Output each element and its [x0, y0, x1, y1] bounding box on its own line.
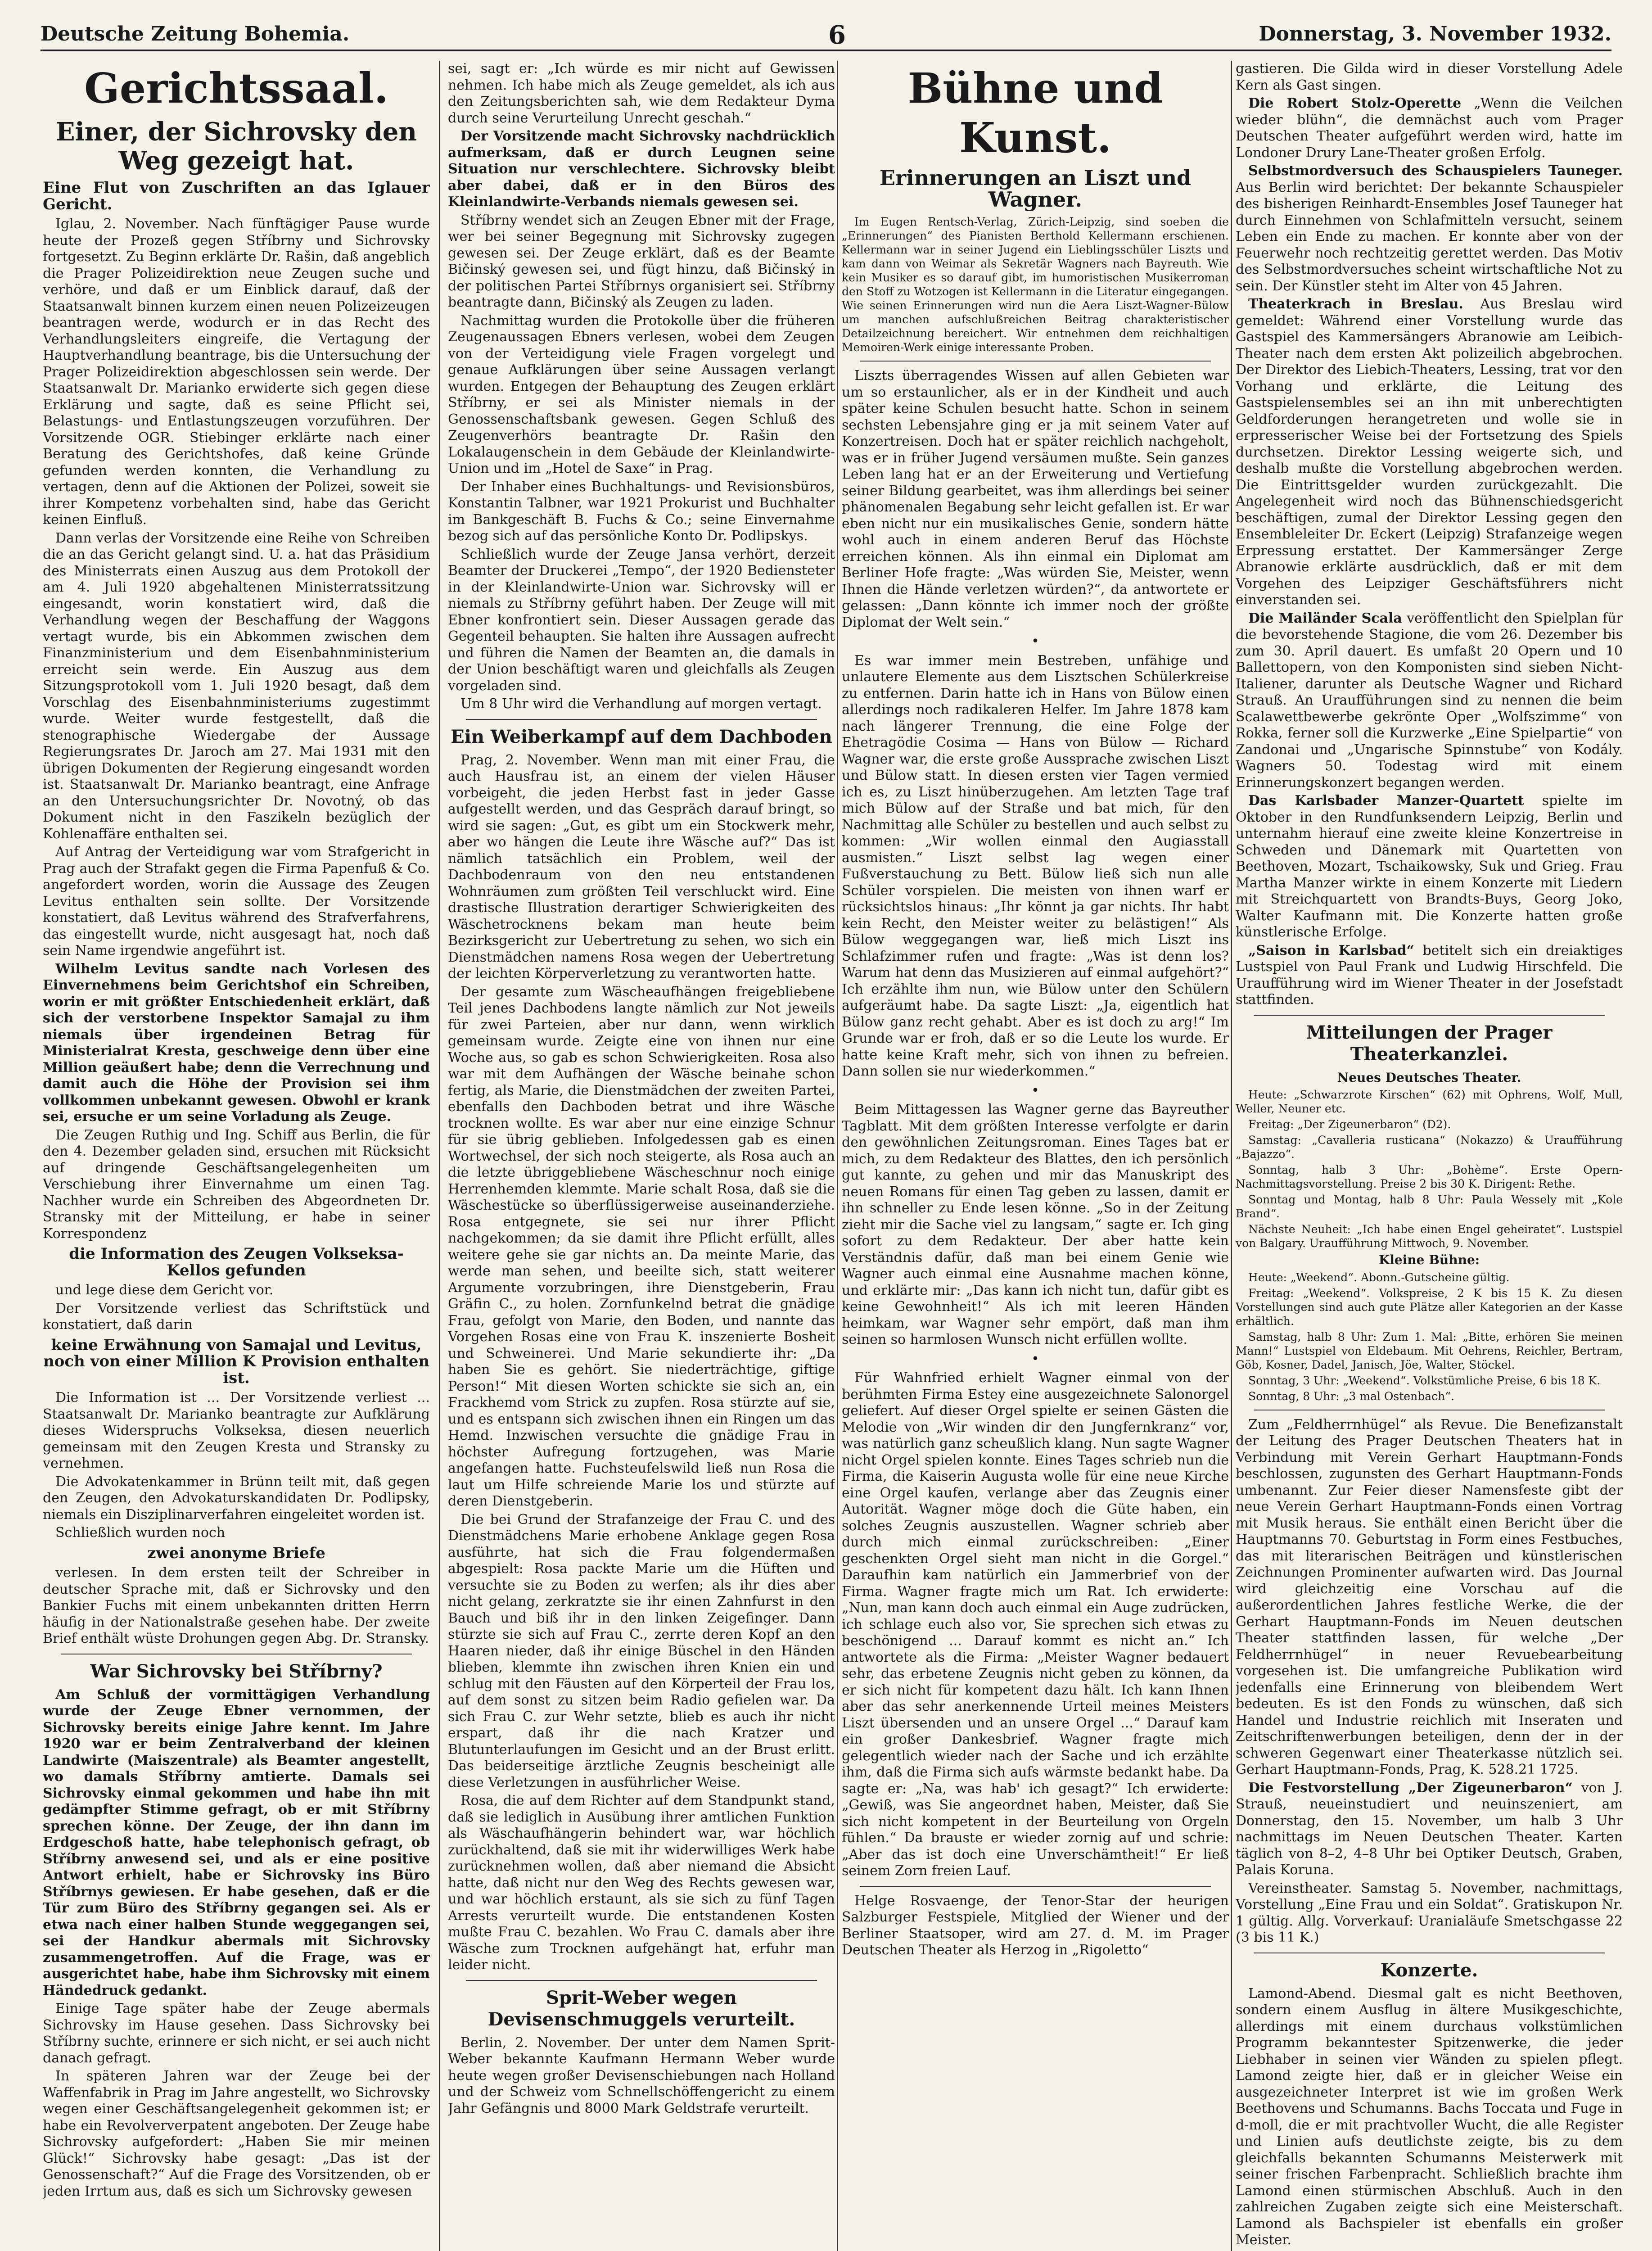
paragraph: Rosa, die auf dem Richter auf dem Standpunkt stand, daß sie lediglich in Ausübung ihrer amtlichen Funktion als Wäschaufhängerin behindert war, war höchlich zurückhaltend, daß sie mit ihr widerwilliges Werk habe zurücknehmen wollen, daß aber niemand die Absicht hatte, daß nicht nur den Weg des Rechts gewesen war, und war höchlich erstaunt, als sie sich zu fünf Tagen Arrests verurteilt wurde. Die entstandenen Kosten mußte Frau C. bezahlen. Wo Frau C. damals aber ihre Wäsche zum Trocknen aufgehängt hat, erfuhr man leider nicht.: [448, 1793, 835, 1973]
paragraph: Es war immer mein Bestreben, unfähige und unlautere Elemente aus dem Lisztschen Schülerkreise zu entfernen. Darin hatte ich in Hans von Bülow einen allerdings noch radikaleren Helfer. Im Jahre 1878 kam nach längerer Trennung, die eine Folge der Ehetragödie Cosima — Hans von Bülow — Richard Wagner war, die erste große Aussprache zwischen Liszt und Bülow statt. In diesen ersten vier Tagen vermied ich es, zu Liszt hinüberzugehen. Am letzten Tage traf mich Bülow auf der Straße und bat mich, für den Nachmittag alle Schüler zu bestellen und auch selbst zu kommen: „Wir wollen einmal den Augiasstall ausmisten.“ Liszt selbst lag wegen einer Fußverstauchung zu Bett. Bülow ließ sich nun alle Schüler vorspielen. Die meisten von ihnen warf er rücksichtslos hinaus: „Ihr könnt ja gar nichts. Ihr habt kein Recht, den Meister weiter zu belästigen!“ Als Bülow weggegangen war, ließ mich Liszt ins Schlafzimmer rufen und fragte: „Was ist denn los? Warum hat denn das Musizieren auf einmal aufgehört?“ Ich erzählte ihm nun, wie Bülow unter den Schülern aufgeräumt habe. Da sagte Liszt: „Ja, eigentlich hat Bülow ganz recht gehabt. Aber es ist doch zu arg!“ Im Grunde war er froh, daß er so die Leute los wurde. Er hatte keine Kraft mehr, sich von ihnen zu befreien. Dann sollen sie nur wiederkommen.“: [842, 652, 1229, 1079]
column-rule: [837, 61, 838, 2251]
paragraph: Einige Tage später habe der Zeuge abermals Sichrovsky im Hause gesehen. Dass Sichrovsky bei Stříbrny suchte, erinnere er sich nicht, er sei auch nicht danach gefragt.: [43, 2001, 430, 2066]
listing: Samstag: „Cavalleria rusticana“ (Nokazzo) & Uraufführung „Bajazzo“.: [1236, 1134, 1623, 1161]
item-heading: Die Robert Stolz-Operette: [1248, 95, 1462, 111]
paragraph: Prag, 2. November. Wenn man mit einer Frau, die auch Hausfrau ist, an einem der vielen Häuser vorbeigeht, die jeden Herbst fast in jeder Gasse aufgestellt werden, und das Gespräch darauf bringt, so wird sie sagen: „Gut, es gibt um ein Stockwerk mehr, aber wo hängen die Leute ihre Wäsche auf?“ Das ist nämlich tatsächlich ein Problem, weil der Dachbodenraum von den neu entstandenen Wohnräumen zum größten Teil verschluckt wird. Eine drastische Illustration derartiger Schwierigkeiten des Wäschetrocknens bekam man heute beim Bezirksgericht zur Uebertretung zu sehen, wo sich ein Dienstmädchen namens Rosa wegen der Uebertretung der leichten Körperverletzung zu verantworten hatte.: [448, 752, 835, 981]
paragraph: Der Vorsitzende verliest das Schriftstück und konstatiert, daß darin: [43, 1300, 430, 1333]
divider: [466, 719, 817, 720]
headline-weiberkampf: Ein Weiberkampf auf dem Dachboden: [451, 726, 832, 747]
column-rule: [439, 61, 440, 2251]
divider: [860, 361, 1211, 362]
item-text: Aus Berlin wird berichtet: Der bekannte Schauspieler des bisherigen Reinhardt-Ensembles Josef Tauneger hat durch Einnehmen von Schlafmitteln versucht, seinem Leben ein Ende zu machen. Er konnte aber von der Feuerwehr noch rechtzeitig gerettet werden. Das Motiv des Selbstmordversuches scheint wirtschaftliche Not zu sein. Der Künstler steht im Alter von 45 Jahren.: [1236, 179, 1623, 294]
paragraph: Vereinstheater. Samstag 5. November, nachmittags, Vorstellung „Eine Frau und ein Soldat“. Gratiskupon Nr. 1 gültig. Allg. Vorverkauf: Uranialäufe Smetschgasse 22 (3 bis 11 K.): [1236, 1880, 1623, 1945]
paragraph: Nachmittag wurden die Protokolle über die früheren Zeugenaussagen Ebners verlesen, wobei dem Zeugen von der Verteidigung viele Fragen vorgelegt und genaue Aufklärungen über seine Aussagen verlangt wurden. Entgegen der Behauptung des Zeugen erklärt Stříbrny, er sei als Minister niemals in der Genossenschaftsbank gewesen. Gegen Schluß des Zeugenverhörs beantragte Dr. Rašin den Lokalaugenschein in dem Gebäude der Kleinlandwirte-Union und im „Hotel de Saxe“ in Prag.: [448, 312, 835, 476]
item-text: veröffentlicht den Spielplan für die bevorstehende Stagione, die vom 26. Dezember bis zum 30. April dauert. Es umfaßt 20 Opern und 10 Ballettopern, von den Komponisten sind sieben Nicht-Italiener, darunter als Deutsche Wagner und Richard Strauß. An Uraufführungen sind zu nennen die beim Scalawettbewerbe gekrönte Oper „Wolfszimme“ von Rokka, ferner soll die Kurzwerke „Eine Spielpartie“ von Zandonai und „Ungarische Spinnstube“ von Kodály. Wagners 50. Todestag wird mit einem Erinnerungskonzert begangen werden.: [1236, 610, 1623, 791]
paragraph: Schließlich wurden noch: [55, 1525, 226, 1541]
item-heading: „Saison in Karlsbad“: [1248, 942, 1414, 958]
paragraph: Lamond-Abend. Diesmal galt es nicht Beethoven, sondern einem Ausflug in ältere Musikgeschichte, allerdings mit einem durchaus volkstümlichen Programm bekanntester Spitzenwerke, die jeder Liebhaber in seinen vier Wänden zu spielen pflegt. Lamond zeigte hier, daß er in gleicher Weise ein ausgezeichneter Interpret ist wie im großen Werk Beethovens und Schumanns. Bachs Toccata und Fuge in d-moll, die er mit prachtvoller Wucht, die alle Register und Linien aufs deutlichste zeigte, bis zu dem gleichfalls bekannten Schumanns Meisterwerk mit seiner frischen Farbenpracht. Schließlich brachte ihm Lamond einen stürmischen Abschluß. Auch in den zahlreichen Zugaben zeigte sich eine Meisterschaft. Lamond als Bachspieler ist ebenfalls ein großer Meister.: [1236, 1985, 1623, 2248]
inline-heading: keine Erwähnung von Samajal und Levitus, noch von einer Million K Provision enthalten ist.: [43, 1336, 430, 1387]
paragraph: Zum „Feldherrnhügel“ als Revue. Die Benefizanstalt der Leitung des Prager Deutschen Theaters hat in Verbindung mit Verein Gerhart Hauptmann-Fonds beschlossen, zugunsten des Gerhart Hauptmann-Fonds umbenannt. Zur Feier dieser Namensfeste gibt der neue Verein Gerhart Hauptmann-Fonds einen Vortrag mit Musik heraus. Sie enthält einen Bericht über die Hauptmanns 70. Geburtstag in Form eines Festbuches, das mit literarischen Beiträgen und künstlerischen Zeichnungen Prominenter aufwarten wird. Das Journal wird gleichzeitig eine Vorschau auf die außerordentlichen Jahres festliche Werke, die der Gerhart Hauptmann-Fonds im Neuen deutschen Theater stattfinden lassen, für welche „Der Feldherrnhügel“ in neuer Revuebearbeitung vorgesehen ist. Die umfangreiche Publikation wird jedenfalls eine Erinnerung von bleibendem Wert bedeuten. Es ist den Fonds zu wünschen, daß sich Handel und Industrie reichlich mit Inseraten und Zeitschriftenwerbungen beteiligen, denn der in der schweren Gegenwart einer Theaterkasse nützlich sei. Gerhart Hauptmann-Fonds, Prag, K. 528.21 1725.: [1236, 1416, 1623, 1777]
paragraph: Der gesamte zum Wäscheaufhängen freigebliebene Teil jenes Dachbodens langte nämlich zur Not jeweils für zwei Parteien, aber nur dann, wenn wirklich gemeinsam wurde. Zeigte eine von ihnen nur eine Woche aus, so gab es schon Schwierigkeiten. Rosa also war mit dem Aufhängen der Wäsche beinahe schon fertig, als Marie, die Dienstmädchen der zweiten Partei, ebenfalls den Dachboden betrat und ihre Wäsche trocknen wollte. Es war aber nur eine einzige Schnur für sie übrig geblieben. Infolgedessen gab es einen Wortwechsel, der sich noch steigerte, als Rosa auch an die letzte übriggebliebene Wäscheschnur noch einige Herrenhemden klemmte. Marie schalt Rosa, daß sie die Wäschestücke so überflüssigerweise auseinanderziehe. Rosa entgegnete, sie sei nur ihrer Pflicht nachgekommen; da sie damit ihre Pflicht erfüllt, alles weitere gehe sie gar nichts an. Da meinte Marie, das werde man sehen, und beeilte sich, statt weiterer Argumente vorzubringen, ihre Dienstgeberin, Frau Gräfin C., zu holen. Zornfunkelnd betrat die gnädige Frau, gefolgt von Marie, den Boden, und nannte das Vorgehen Rosas eine von Frau K. inszenierte Bosheit und Schweinerei. Und Marie sekundierte ihr: „Da haben Sie es gehört. Sie niederträchtige, giftige Person!“ Mit diesen Worten schickte sie sich an, ein Frackhemd vom Strick zu zupfen. Rosa stürzte auf sie, und es entspann sich zwischen ihnen ein Ringen um das Hemd. Inzwischen versuchte die gnädige Frau in höchster Aufregung fortzugehen, was Marie angefangen hatte. Fuchsteufelswild ließ nun Rosa die laut um Hilfe schreiende Marie los und stürzte auf deren Dienstgeberin.: [448, 984, 835, 1509]
column-3: [842, 61, 1229, 2251]
section-separator: •: [1031, 1082, 1039, 1098]
section-title-buehne: Bühne und Kunst.: [907, 64, 1163, 162]
headline-erinnerungen: Erinnerungen an Liszt und Wagner.: [879, 166, 1192, 212]
headline-konzerte: Konzerte.: [1380, 1959, 1478, 1981]
item-text: „Wenn die Veilchen wieder blühn“, die demnächst auch vom Prager Deutschen Theater aufgeführt werden wird, hatte im Londoner Drury Lane-Theater großen Erfolg.: [1236, 95, 1623, 161]
intro-paragraph: Im Eugen Rentsch-Verlag, Zürich-Leipzig, sind soeben die „Erinnerungen“ des Pianisten Berthold Kellermann erschienen. Kellermann war in seiner Jugend ein Lieblingsschüler Liszts und kam dann von Weimar als Sekretär Wagners nach Bayreuth. Wie kein Musiker es so darauf gibt, im humoristischen Musikerroman den Stoff zu Wotzogen ist Kellermann in die Literatur eingegangen. Wie seinen Erinnerungen wird nun die Aera Liszt-Wagner-Bülow um manchen aufschlußreichen Beitrag charakteristischer Detailzeichnung bereichert. Wir entnehmen dem reichhaltigen Memoiren-Werk einige interessante Proben.: [842, 215, 1229, 354]
headline-sprit-weber: Sprit-Weber wegen Devisenschmuggels verurteilt.: [487, 1987, 795, 2030]
section-title-gerichtssaal: Gerichtssaal.: [84, 64, 388, 113]
paragraph: Die Advokatenkammer in Brünn teilt mit, daß gegen den Zeugen, den Advokaturskandidaten Dr. Podlipsky, niemals ein Disziplinarverfahren eingeleitet worden ist.: [43, 1474, 430, 1523]
paragraph: Der Inhaber eines Buchhaltungs- und Revisionsbüros, Konstantin Talbner, war 1921 Prokurist und Buchhalter im Bankgeschäft B. Fuchs & Co.; seine Einvernahme bezog sich auf das persönliche Konto Dr. Podlipskys.: [448, 479, 835, 544]
theater-name: Neues Deutsches Theater.: [1337, 1070, 1521, 1085]
paragraph: Schließlich wurde der Zeuge Jansa verhört, derzeit Beamter der Druckerei „Tempo“, der 1920 Bediensteter in der Kleinlandwirte-Union war. Sichrovsky will er niemals zu Stříbrny geführt haben. Der Zeuge will mit Ebner konfrontiert sein. Dieser Aussagen gerade das Gegenteil behaupten. Sie halten ihre Aussagen aufrecht und führen die Namen der Beamten an, die damals in der Union beschäftigt waren und gleichfalls als Zeugen vorgeladen sind.: [448, 546, 835, 694]
paragraph: Die Zeugen Ruthig und Ing. Schiff aus Berlin, die für den 4. Dezember geladen sind, ersuchen mit Rücksicht auf dringende Geschäftsangelegenheiten um Verschiebung ihrer Einvernahme um einen Tag. Nachher wurde ein Schreiben des Abgeordneten Dr. Stransky mit der Mitteilung, er habe in seiner Korrespondenz: [43, 1127, 430, 1242]
paper-name: Deutsche Zeitung Bohemia.: [41, 23, 350, 45]
paragraph: Die Information ist ... Der Vorsitzende verliest ... Staatsanwalt Dr. Marianko beantragte zur Aufklärung dieses Widerspruchs Volkseksa, diesen neuerlich gemeinsam mit den Zeugen Kresta und Stransky zu vernehmen.: [43, 1390, 430, 1471]
paragraph: gastieren. Die Gilda wird in dieser Vorstellung Adele Kern als Gast singen.: [1236, 61, 1623, 93]
paragraph: In späteren Jahren war der Zeuge bei der Waffenfabrik in Prag im Jahre angestellt, wo Sichrovsky wegen einer Geschäftsangelegenheit gekommen ist; er habe ein Revolververpatent angeboten. Der Zeuge habe Sichrovsky aufgefordert: „Haben Sie mir meinen Glück!“ Sichrovsky habe gesagt: „Das ist der Genossenschaft?“ Auf die Frage des Vorsitzenden, ob er jeden Irrtum aus, daß es sich um Sichrovsky gewesen: [43, 2068, 430, 2199]
paragraph: Auf Antrag der Verteidigung war vom Strafgericht in Prag auch der Strafakt gegen die Firma Papenfuß & Co. angefordert worden, worin die Aussage des Zeugen Levitus enthalten sein sollte. Der Vorsitzende konstatiert, daß Levitus während des Strafverfahrens, das eingestellt wurde, nicht ausgesagt hat, noch daß sein Name irgendwie angeführt ist.: [43, 844, 430, 958]
paragraph: Stříbrny wendet sich an Zeugen Ebner mit der Frage, wer bei seiner Begegnung mit Sichrovsky zugegen gewesen sei. Der Zeuge erklärt, daß es der Beamte Bičinský gewesen sei, und fügt hinzu, daß Bičinský in der politischen Partei Stříbrnys organisiert sei. Stříbrny beantragte dann, Bičinský als Zeugen zu laden.: [448, 212, 835, 310]
inline-heading: zwei anonyme Briefe: [147, 1544, 325, 1562]
paragraph: und lege diese dem Gericht vor.: [55, 1282, 274, 1298]
paragraph: verlesen. In dem ersten teilt der Schreiber in deutscher Sprache mit, daß er Sichrovsky und den Bankier Fuchs mit einem unbekannten dritten Herrn häufig in der Nationalstraße gesehen habe. Der zweite Brief enthält wüste Drohungen gegen Abg. Dr. Stransky.: [43, 1565, 430, 1646]
paragraph: Dann verlas der Vorsitzende eine Reihe von Schreiben die an das Gericht gelangt sind. U. a. hat das Präsidium des Ministerrats einen Auszug aus dem Protokoll der am 4. Juli 1920 abgehaltenen Ministerratssitzung eingesandt, worin konstatiert wird, daß die Verhandlung wegen der Beschaffung der Waggons vertagt wurde, bis ein Abkommen zwischen dem Finanzministerium und dem Eisenbahnministerium erreicht sein werde. Ein Auszug aus dem Sitzungsprotokoll vom 1. Juli 1920 besagt, daß dem Vorschlag des Eisenbahnministeriums zugestimmt wurde. Weiter wurde festgestellt, daß die stenographische Wiedergabe der Aussage Regierungsrates Dr. Jaroch am 27. Mai 1931 mit den übrigen Dokumenten der Regierung eingesandt worden ist. Staatsanwalt Dr. Marianko beantragt, eine Anfrage an den Untersuchungsrichter Dr. Novotný, ob das Dokument nicht in den Faszikeln bezüglich der Kohlenaffäre enthalten sei.: [43, 530, 430, 842]
listing: Sonntag, 8 Uhr: „3 mal Ostenbach“.: [1248, 1389, 1454, 1403]
column-2: [448, 61, 835, 2251]
headline-theaterkanzlei: Mitteilungen der Prager Theaterkanzlei.: [1306, 1022, 1553, 1065]
listing: Sonntag, halb 3 Uhr: „Bohème“. Erste Opern-Nachmittagsvorstellung. Preise 2 bis 30 K. Dirigent: Rethe.: [1236, 1163, 1623, 1190]
issue-date: Donnerstag, 3. November 1932.: [1259, 23, 1611, 45]
page-number: 6: [828, 20, 846, 50]
item-heading: Die Mailänder Scala: [1248, 610, 1402, 626]
paragraph: Iglau, 2. November. Nach fünftägiger Pause wurde heute der Prozeß gegen Stříbrny und Sichrovsky fortgesetzt. Zu Beginn erklärte Dr. Rašin, daß angeblich die Prager Polizeidirektion neue Zeugen suche und verhöre, und daß er um Einblick darauf, daß der Staatsanwalt binnen kurzem einen neuen Polizeizeugen beantragen werde, wodurch er in das Recht des Verhandlungsleiters eingreife, die Vertagung der Hauptverhandlung beantrage, bis die Untersuchung der Prager Polizeidirektion abgeschlossen sein werde. Der Staatsanwalt Dr. Marianko erwiderte sich gegen diese Erklärung und sagte, daß es seine Pflicht sei, Belastungs- und Entlastungszeugen vorzuführen. Der Vorsitzende OGR. Stiebinger erklärte nach einer Beratung des Gerichtshofes, daß keine Gründe gefunden werden konnten, die Verhandlung zu vertagen, denn auf die Aktionen der Polizei, soweit sie ihrer Kompetenz vorbehalten sind, habe das Gericht keinen Einfluß.: [43, 216, 430, 528]
paragraph: Berlin, 2. November. Der unter dem Namen Sprit-Weber bekannte Kaufmann Hermann Weber wurde heute wegen großer Devisenschiebungen nach Holland und der Schweiz vom Schnellschöffengericht zu einem Jahr Gefängnis und 8000 Mark Geldstrafe verurteilt.: [448, 2034, 835, 2116]
listing: Freitag: „Weekend“. Volkspreise, 2 K bis 15 K. Zu diesen Vorstellungen sind auch gute Plätze aller Kategorien an der Kasse erhältlich.: [1236, 1286, 1623, 1328]
item-heading: Selbstmordversuch des Schauspielers Tauneger.: [1248, 163, 1623, 179]
item-text: betitelt sich ein dreiaktiges Lustspiel von Paul Frank und Ludwig Hirschfeld. Die Uraufführung wird im Wiener Theater in der Josefstadt stattfinden.: [1236, 942, 1623, 1008]
paragraph-bold: Wilhelm Levitus sandte nach Vorlesen des Einvernehmens beim Gerichtshof ein Schreiben, worin er mit größter Entschiedenheit erklärt, daß sich der verstorbene Inspektor Samajal zu ihm niemals über irgendeinen Betrag für Ministerialrat Kresta, geschweige denn über eine Million geäußert habe; denn die Verrechnung und damit auch die Höhe der Provision sei ihm vollkommen unbekannt gewesen. Obwohl er krank sei, ersuche er um seine Vorladung als Zeuge.: [43, 961, 430, 1125]
column-rule: [1231, 61, 1232, 2251]
item-heading: Die Festvorstellung „Der Zigeunerbaron“: [1248, 1780, 1573, 1796]
theater-name: Kleine Bühne:: [1378, 1252, 1480, 1267]
divider: [466, 1980, 817, 1981]
section-separator: •: [1031, 1351, 1039, 1367]
listing: Nächste Neuheit: „Ich habe einen Engel geheiratet“. Lustspiel von Balgary. Uraufführung Mittwoch, 9. November.: [1236, 1223, 1623, 1250]
item-text: Aus Breslau wird gemeldet: Während einer Vorstellung wurde das Gastspiel des Kammersängers Abranowie am Leibich-Theater nach dem ersten Akt polizeilich abgebrochen. Der Direktor des Liebich-Theaters, Lessing, trat vor den Vorhang und erklärte, die Leitung des Gastspielensembles sei an ihn mit unberechtigten Geldforderungen herangetreten und wolle sie in erpresserischer Weise bei der Fortsetzung des Spiels durchsetzen. Direktor Lessing weigerte sich, und deshalb mußte die Vorstellung abgebrochen werden. Die Eintrittsgelder wurden zurückgezahlt. Die Angelegenheit wird noch das Bühnenschiedsgericht beschäftigen, zumal der Direktor Lessing gegen den Ensembleleiter Dr. Eckert (Leipzig) Strafanzeige wegen Erpressung erstattet. Der Kammersänger Zerge Abranowie erklärte ausdrücklich, daß er mit dem Vorgehen des Leipziger Geschäftsführers nicht einverstanden sei.: [1236, 296, 1623, 608]
headline-stribrny: War Sichrovsky bei Stříbrny?: [90, 1660, 383, 1682]
paragraph: Um 8 Uhr wird die Verhandlung auf morgen vertagt.: [460, 696, 822, 712]
listing: Samstag, halb 8 Uhr: Zum 1. Mal: „Bitte, erhören Sie meinen Mann!“ Lustspiel von Eldebaum. Mit Oehrens, Reichler, Bertram, Göb, Kosner, Dadel, Janisch, Jöe, Walter, Stöckel.: [1236, 1330, 1623, 1371]
item-text: spielte im Oktober in den Rundfunksendern Leipzig, Berlin und unternahm hierauf eine zweite kleine Konzertreise in Schweden und Dänemark mit Quartetten von Beethoven, Mozart, Tschaikowsky, Suk und Grieg. Frau Martha Manzer wirkte in einem Konzerte mit Liedern mit Streichquartett von Brandts-Buys, Georg Joko, Walter Kaufmann mit. Die Konzerte hatten große künstlerische Erfolge.: [1236, 793, 1623, 940]
paragraph: Für Wahnfried erhielt Wagner einmal von der berühmten Firma Estey eine ausgezeichnete Salonorgel geliefert. Auf dieser Orgel spielte er seinen Gästen die Melodie von „Wir winden dir den Jungfernkranz“ vor, was natürlich ganz scheußlich klang. Nun sagte Wagner nicht Orgel spielen konnte. Eines Tages schrieb nun die Firma, die Kaiserin Augusta wolle für eine neue Kirche eine Orgel kaufen, verlange aber das Zeugnis einer Autorität. Wagner möge doch die Güte haben, ein solches Zeugnis auszustellen. Wagner schrieb aber durch mich einmal zurückschreiben: „Einer geschenkten Orgel sieht man nicht in die Gorgel.“ Daraufhin kam natürlich ein Jammerbrief von der Firma. Wagner fragte mich um Rat. Ich erwiderte: „Nun, man kann doch auch einmal ein Auge zudrücken, ich schlage euch also vor, Sie sprechen sich etwas zu beschönigend ... Darauf kommt es nicht an.“ Ich antwortete als die Firma: „Meister Wagner bedauert sehr, das erbetene Zeugnis nicht geben zu können, da er sich nicht für kompetent dazu hält. Ich kann Ihnen aber das sehr anerkennende Urteil meines Meisters Liszt übersenden und an unsere Orgel ...“ Darauf kam ein großer Dankesbrief. Wagner fragte mich gelegentlich wieder nach der Sache und ich erzählte ihm, daß die Firma sich aufs wärmste bedankt habe. Da sagte er: „Na, was hab' ich gesagt?“ Ich erwiderte: „Gewiß, was Sie angeordnet haben, Meister, daß Sie sich nicht kompetent in der Beurteilung von Orgeln fühlen.“ Da brauste er wieder zornig auf und schrie: „Aber das ist doch eine Unverschämtheit!“ Er ließ seinem Zorn freien Lauf.: [842, 1370, 1229, 1879]
divider: [860, 1886, 1211, 1887]
paragraph: Die bei Grund der Strafanzeige der Frau C. und des Dienstmädchens Marie erhobene Anklage gegen Rosa ausführte, hat sich die Frau folgendermaßen abgespielt: Rosa packte Marie um die Hüften und versuchte sie zu Boden zu werfen; als ihr dies aber nicht gelang, zerkratzte sie ihr einen Zahnfurst in den Bauch und biß ihr in den linken Zeigefinger. Dann stürzte sie sich auf Frau C., zerrte deren Kopf an den Haaren nieder, daß ihr einige Büschel in den Händen blieben, klemmte ihn zwischen ihren Knien ein und schlug mit den Fäusten auf den Körperteil der Frau los, auf dem sonst zu sitzen beim Radio gefielen war. Da sich Frau C. zur Wehr setzte, blieb es auch ihr nicht erspart, daß ihr die nach Kratzer und Blutunterlaufungen im Gesicht und an der Brust erlitt. Das beiderseitige ärztliche Zeugnis bescheinigt alle diese Verletzungen in ausführlicher Weise.: [448, 1511, 835, 1790]
headline-sichrovsky: Einer, der Sichrovsky den Weg gezeigt hat.: [55, 117, 417, 176]
paragraph: Beim Mittagessen las Wagner gerne das Bayreuther Tagblatt. Mit dem größten Interesse verfolgte er darin den gewöhnlichen Zeitungsroman. Eines Tages bat er mich, zu dem Redakteur des Blattes, den ich persönlich gut kannte, zu gehen und mir das Manuskript des neuen Romans für einen Tag geben zu lassen, damit er ihn schneller zu Ende lesen könne. „So in der Zeitung zieht mir die Sache viel zu langsam,“ sagte er. Ich ging sofort zu dem Redakteur. Der aber hatte kein Verständnis dafür, daß man bei einem Genie wie Wagner auch einmal eine Ausnahme machen könne, und erklärte mir: „Das kann ich nicht tun, dafür gibt es keine Gewohnheit!“ Als ich mit leeren Händen heimkam, war Wagner sehr empört, daß man ihm seinen so harmlosen Wunsch nicht erfüllen wollte.: [842, 1102, 1229, 1347]
column-4: [1236, 61, 1623, 2251]
subheadline: Eine Flut von Zuschriften an das Iglauer Gericht.: [43, 179, 430, 213]
listing: Sonntag, 3 Uhr: „Weekend“. Volkstümliche Preise, 6 bis 18 K.: [1248, 1374, 1601, 1387]
item-heading: Das Karlsbader Manzer-Quartett: [1248, 793, 1524, 809]
item-heading: Theaterkrach in Breslau.: [1248, 296, 1463, 312]
column-1: [43, 61, 430, 2251]
item-text: von J. Strauß, neueinstudiert und neuinszeniert, am Donnerstag, den 15. November, um halb 3 Uhr nachmittags im Neuen Deutschen Theater. Karten täglich von 8–2, 4–8 Uhr bei Optiker Deutsch, Graben, Palais Koruna.: [1236, 1780, 1623, 1878]
paragraph: Helge Rosvaenge, der Tenor-Star der heurigen Salzburger Festspiele, Mitglied der Wiener und der Berliner Staatsoper, wird am 27. d. M. im Prager Deutschen Theater als Herzog in „Rigoletto“: [842, 1893, 1229, 1958]
section-separator: •: [1031, 633, 1039, 649]
paragraph-bold: Am Schluß der vormittägigen Verhandlung wurde der Zeuge Ebner vernommen, der Sichrovsky bereits einige Jahre kennt. Im Jahre 1920 war er beim Zentralverband der kleinen Landwirte (Maiszentrale) als Beamter angestellt, wo damals Stříbrny amtierte. Damals sei Sichrovsky einmal gekommen und habe ihn mit gedämpfter Stimme gefragt, ob er mit Stříbrny sprechen könne. Der Zeuge, der ihn dann im Erdgeschoß hatte, habe telephonisch gefragt, ob Stříbrny anwesend sei, und als er eine positive Antwort erhielt, habe er Sichrovsky ins Büro Stříbrnys gewiesen. Er habe gesehen, daß er die Tür zum Büro des Stříbrny gegangen sei. Als er etwa nach einer halben Stunde weggegangen sei, sei der Handkur abermals mit Sichrovsky zusammengetroffen. Auf die Frage, was er ausgerichtet habe, habe ihm Sichrovsky mit einem Händedruck gedankt.: [43, 1686, 430, 1998]
inline-heading: die Information des Zeugen Volkseksa-Kellos gefunden: [69, 1245, 404, 1279]
listing: Heute: „Weekend“. Abonn.-Gutscheine gültig.: [1248, 1270, 1510, 1284]
masthead: [41, 18, 1611, 51]
listing: Freitag: „Der Zigeunerbaron“ (D2).: [1248, 1118, 1451, 1131]
paragraph-bold: Der Vorsitzende macht Sichrovsky nachdrücklich aufmerksam, daß er durch Leugnen seine Situation nur verschlechtere. Sichrovsky bleibt aber dabei, daß er in den Büros des Kleinlandwirte-Verbands niemals gewesen sei.: [448, 128, 835, 210]
paragraph: sei, sagt er: „Ich würde es mir nicht auf Gewissen nehmen. Ich habe mich als Zeuge gemeldet, als ich aus den Zeitungsberichten sah, wie dem Redakteur Dyma durch seine Verurteilung Unrecht geschah.“: [448, 61, 835, 126]
listing: Heute: „Schwarzrote Kirschen“ (62) mit Ophrens, Wolf, Mull, Weller, Neuner etc.: [1236, 1088, 1623, 1115]
listing: Sonntag und Montag, halb 8 Uhr: Paula Wessely mit „Kole Brand“.: [1236, 1193, 1623, 1220]
divider: [1254, 1015, 1605, 1016]
paragraph: Liszts überragendes Wissen auf allen Gebieten war um so erstaunlicher, als er in der Kindheit und auch später keine Schulen besucht hatte. Schon in seinem sechsten Lebensjahre ging er ja mit seinem Vater auf Konzertreisen. Doch hat er später reichlich nachgeholt, was er in früher Jugend versäumen mußte. Sein ganzes Leben lang hat er an der Erweiterung und Vertiefung seiner Bildung gearbeitet, was ihm allerdings bei seiner phänomenalen Begabung sehr leicht gefallen ist. Er war eben nicht nur ein musikalisches Genie, sondern hätte wohl auch in einem anderen Beruf das Höchste erreichen können. Als ihn einmal ein Diplomat am Berliner Hofe fragte: „Was würden Sie, Meister, wenn Ihnen die Hände verletzen würden?“, da antwortete er gelassen: „Dann könnte ich immer noch der größte Diplomat der Welt sein.“: [842, 368, 1229, 630]
